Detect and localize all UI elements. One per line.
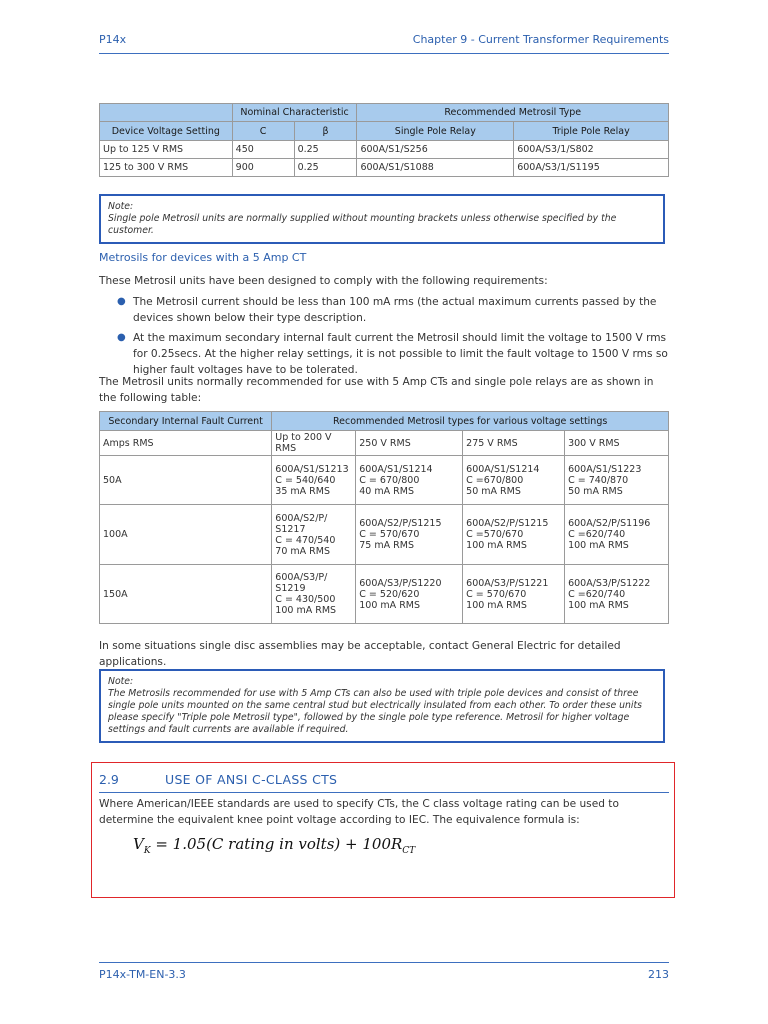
table-cell: 600A/S3/P/S1222 C =620/740 100 mA RMS (565, 565, 669, 624)
table1-group-blank (100, 104, 233, 122)
table-row (100, 565, 669, 624)
formula-lhs-subscript: K (143, 846, 151, 856)
note-box (99, 669, 665, 743)
bullet-icon: ● (117, 296, 126, 307)
table-cell: 600A/S2/P/S1196 C =620/740 100 mA RMS (565, 505, 669, 565)
table-row (100, 141, 669, 159)
list-item-text: At the maximum secondary internal fault current the Metrosil should limit the voltage to 1500 V rms for 0.25secs. At the higher relay settings, it is not possible to limit the fault voltage to 1500 V rms so higher fault voltages have to be tolerated. (133, 332, 668, 376)
table1-col-c: C (232, 122, 294, 141)
note-text: The Metrosils recommended for use with 5 Amp CTs can also be used with triple pole devices and consist of three single pole units mounted on the same central stud but electrically insulated from each other. To order these units please specify "Triple pole Metrosil type", followed by the single pole type reference. Metrosil for higher voltage settings and fault currents are available if required. (108, 688, 643, 735)
table-cell: Up to 125 V RMS (100, 141, 233, 159)
metrosil-type-table (99, 103, 669, 177)
table1-col-voltage: Device Voltage Setting (100, 122, 233, 141)
bullet-icon: ● (117, 332, 126, 343)
table-cell: 600A/S3/1/S802 (514, 141, 669, 159)
table-cell: 600A/S3/P/S1221 C = 570/670 100 mA RMS (463, 565, 565, 624)
table-cell: 150A (100, 565, 272, 624)
formula-lhs: V (133, 835, 144, 853)
table-cell: 600A/S2/P/ S1217 C = 470/540 70 mA RMS (272, 505, 356, 565)
table-cell: 50A (100, 456, 272, 505)
table2-subheader: Up to 200 V RMS (272, 431, 356, 456)
table-row (100, 456, 669, 505)
table-cell: 125 to 300 V RMS (100, 159, 233, 177)
table-cell: 600A/S2/P/S1215 C =570/670 100 mA RMS (463, 505, 565, 565)
table2-subheader: Amps RMS (100, 431, 272, 456)
table1-group-nominal: Nominal Characteristic (232, 104, 357, 122)
table-row (100, 159, 669, 177)
section-divider (99, 792, 669, 793)
note-title: Note: (108, 676, 134, 687)
footer-divider (99, 962, 669, 963)
table-row (100, 431, 669, 456)
table-intro-paragraph: The Metrosil units normally recommended for use with 5 Amp CTs and single pole relays are as shown in the following table: (99, 376, 654, 404)
intro-paragraph: These Metrosil units have been designed to comply with the following requirements: (99, 275, 548, 287)
table-cell: 600A/S3/P/ S1219 C = 430/500 100 mA RMS (272, 565, 356, 624)
section-paragraph: Where American/IEEE standards are used to specify CTs, the C class voltage rating can be used to determine the equivalent knee point voltage according to IEC. The equivalence formula is: (99, 798, 619, 826)
table-cell: 600A/S1/S1213 C = 540/640 35 mA RMS (272, 456, 356, 505)
list-item (99, 330, 671, 378)
table-cell: 600A/S1/S1088 (357, 159, 514, 177)
table-cell: 100A (100, 505, 272, 565)
table1-group-recommended: Recommended Metrosil Type (357, 104, 669, 122)
document-code: P14x-TM-EN-3.3 (99, 968, 186, 981)
list-item (99, 294, 671, 326)
table-cell: 600A/S1/S1223 C = 740/870 50 mA RMS (565, 456, 669, 505)
table-cell: 600A/S3/1/S1195 (514, 159, 669, 177)
table-cell: 0.25 (294, 141, 357, 159)
subsection-heading: Metrosils for devices with a 5 Amp CT (99, 251, 307, 264)
note-box (99, 194, 665, 244)
note-text: Single pole Metrosil units are normally supplied without mounting brackets unless otherwise specified by the customer. (108, 213, 617, 236)
table-cell: 450 (232, 141, 294, 159)
table1-col-single: Single Pole Relay (357, 122, 514, 141)
formula-body: = 1.05(C rating in volts) + 100R (150, 835, 403, 853)
table-cell: 600A/S3/P/S1220 C = 520/620 100 mA RMS (356, 565, 463, 624)
table-cell: 600A/S1/S256 (357, 141, 514, 159)
situations-paragraph: In some situations single disc assemblies may be acceptable, contact General Electric for detailed applications. (99, 640, 621, 668)
table-cell: 600A/S2/P/S1215 C = 570/670 75 mA RMS (356, 505, 463, 565)
table2-header-recommended: Recommended Metrosil types for various voltage settings (272, 412, 669, 431)
note-title: Note: (108, 201, 134, 212)
running-header-chapter: Chapter 9 - Current Transformer Requirements (412, 33, 669, 46)
section-number: 2.9 (99, 772, 119, 787)
table2-header-fault-current: Secondary Internal Fault Current (100, 412, 272, 431)
table-cell: 0.25 (294, 159, 357, 177)
table-cell: 600A/S1/S1214 C = 670/800 40 mA RMS (356, 456, 463, 505)
table1-col-triple: Triple Pole Relay (514, 122, 669, 141)
header-divider (99, 53, 669, 54)
running-header-product: P14x (99, 33, 127, 46)
formula-rhs-subscript: CT (402, 846, 416, 856)
table-cell: 900 (232, 159, 294, 177)
table2-subheader: 250 V RMS (356, 431, 463, 456)
page-number: 213 (648, 968, 669, 981)
table-row (100, 505, 669, 565)
table1-col-beta: β (294, 122, 357, 141)
table-cell: 600A/S1/S1214 C =670/800 50 mA RMS (463, 456, 565, 505)
table2-subheader: 275 V RMS (463, 431, 565, 456)
section-title: USE OF ANSI C-CLASS CTS (165, 772, 338, 787)
requirements-list (99, 294, 671, 382)
table2-subheader: 300 V RMS (565, 431, 669, 456)
list-item-text: The Metrosil current should be less than 100 mA rms (the actual maximum currents passed by the devices shown below their type description. (133, 296, 657, 324)
metrosil-5a-table (99, 411, 669, 624)
equivalence-formula (133, 835, 415, 856)
